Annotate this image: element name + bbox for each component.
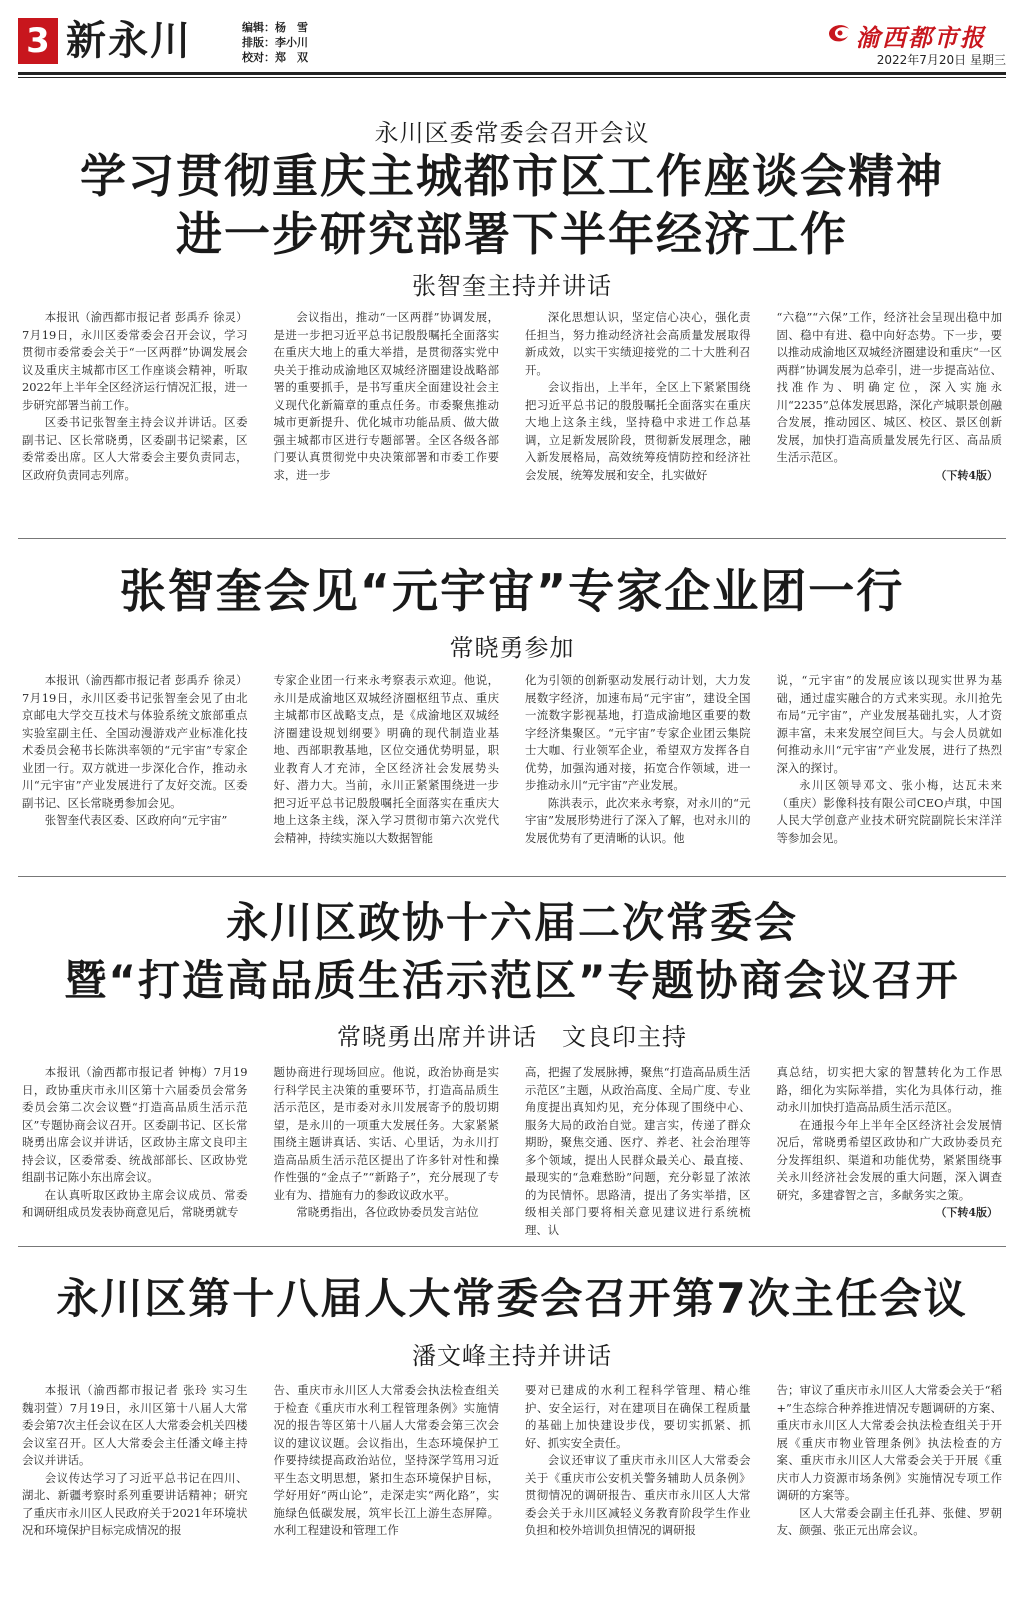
paragraph: 要对已建成的水利工程科学管理、精心维护、安全运行，对在建项目在确保工程质量的基础上加快建设步伐，要切实抓紧、抓好、抓实安全责任。 — [525, 1383, 751, 1450]
paragraph: 专家企业团一行来永考察表示欢迎。他说，永川是成渝地区双城经济圈枢纽节点、重庆主城都市区战略支点，是《成渝地区双城经济圈建设规划纲要》明确的现代制造业基地、西部职教基地，区位交通优势明显，职业教育人才充沛，全区经济社会发展势头好、潜力大。当前，永川正紧紧围绕进一步把习近平总书记殷殷嘱托全面落实在重庆大地上这条主线，深入学习贯彻市第六次党代会精神，持续实施以大数据智能 — [273, 673, 499, 845]
paragraph: 深化思想认识，坚定信心决心，强化责任担当，努力推动经济社会高质量发展取得新成效，以实干实绩迎接党的二十大胜利召开。 — [525, 310, 751, 377]
headline-line: 进一步研究部署下半年经济工作 — [176, 207, 848, 261]
issue-date: 2022年7月20日 星期三 — [876, 53, 1006, 67]
newspaper-logo — [826, 18, 1006, 52]
continued-note: （下转4版） — [935, 468, 998, 481]
paragraph: 张智奎代表区委、区政府向“元宇宙” — [44, 813, 228, 827]
section-divider — [18, 876, 1006, 877]
article-body — [18, 309, 1006, 481]
body-column — [274, 672, 500, 852]
editor-line: 编辑：杨 雪 — [242, 21, 308, 34]
body-column — [22, 1382, 248, 1578]
body-column — [777, 1382, 1003, 1578]
paragraph: 本报讯（渝西都市报记者 张玲 实习生 魏羽萱）7月19日，永川区第十八届人大常委会第7次主任会议在区人大常委会机关四楼会议室召开。区人大常委会主任潘文峰主持会议并讲话。 — [22, 1383, 248, 1467]
body-column — [22, 1064, 248, 1244]
paragraph: 在通报今年上半年全区经济社会发展情况后，常晓勇希望区政协和广大政协委员充分发挥组织、渠道和功能优势，紧紧围绕事关永川经济社会发展的重大问题，深入调查研究，多建睿智之言，多献务实之策。 — [776, 1117, 1002, 1202]
proofreader-line: 校对：郑 双 — [242, 51, 308, 64]
paragraph: 告、重庆市永川区人大常委会执法检查组关于检查《重庆市水利工程管理条例》实施情况的报告等区第十八届人大常委会第三次会议的建议议题。会议指出，生态环境保护工作要持续提高政治站位，坚持深学笃用习近平生态文明思想，紧扣生态环境保护目标，学好用好“两山论”，走深走实“两化路”，实施绿色低碳发展，筑牢长江上游生态屏障。水利工程建设和管理工作 — [273, 1383, 499, 1537]
article-body — [18, 1382, 1006, 1578]
paragraph: 本报讯（渝西都市报记者 钟梅）7月19日，政协重庆市永川区第十六届委员会常务委员会第二次会议暨“打造高品质生活示范区”专题协商会议召开。区委副书记、区长常晓勇出席会议并讲话，区政协主席文良印主持会议，区委常委、统战部部长、区政协党组副书记陈小东出席会议。 — [22, 1065, 248, 1184]
paragraph: 常晓勇指出，各位政协委员发言站位 — [296, 1205, 479, 1219]
page-number: 3 — [18, 18, 58, 64]
paragraph: 真总结，切实把大家的智慧转化为工作思路，细化为实际举措，实化为具体行动，推动永川加快打造高品质生活示范区。 — [776, 1065, 1002, 1114]
paragraph: 题协商进行现场回应。他说，政治协商是实行科学民主决策的重要环节，打造高品质生活示范区，是市委对永川发展寄予的殷切期望，是永川的一项重大发展任务。大家紧紧围绕主题讲真话、实话、心里话，为永川打造高品质生活示范区提出了许多针对性和操作性强的“金点子”“新路子”，充分展现了专业有为、措施有力的参政议政水平。 — [273, 1065, 499, 1202]
paragraph: 会议指出，上半年，全区上下紧紧围绕把习近平总书记的殷殷嘱托全面落实在重庆大地上这条主线，坚持稳中求进工作总基调，立足新发展阶段，贯彻新发展理念，融入新发展格局，高效统筹疫情防控和经济社会发展，统筹发展和安全，扎实做好 — [525, 380, 751, 481]
body-column — [22, 672, 248, 852]
article-subhead: 张智奎主持并讲话 — [412, 272, 612, 300]
paragraph: 永川区领导邓文、张小梅，达瓦未来（重庆）影像科技有限公司CEO卢琪，中国人民大学创意产业技术研究院副院长宋洋洋等参加会见。 — [776, 778, 1002, 845]
body-column — [274, 309, 500, 481]
paragraph: 本报讯（渝西都市报记者 彭禹乔 徐灵）7月19日，永川区委书记张智奎会见了由北京邮电大学交互技术与体验系统文旅部重点实验室副主任、全国动漫游戏产业标准化技术委员会秘书长陈洪率领的“元宇宙”专家企业团一行。双方就进一步深化合作，推动永川“元宇宙”产业发展进行了友好交流。区委副书记、区长常晓勇参加会见。 — [22, 673, 248, 810]
article-body — [18, 672, 1006, 852]
body-column — [777, 309, 1003, 481]
body-column — [525, 1382, 751, 1578]
article-headline — [18, 147, 1006, 263]
paragraph: 区人大常委会副主任孔莽、张健、罗朝友、颜强、张正元出席会议。 — [776, 1505, 1002, 1537]
body-column — [777, 1064, 1003, 1244]
logo-text: 渝西都市报 — [856, 23, 986, 52]
paragraph: 会议还审议了重庆市永川区人大常委会关于《重庆市公安机关警务辅助人员条例》贯彻情况的调研报告、重庆市永川区人大常委会关于永川区减轻义务教育阶段学生作业负担和校外培训负担情况的调研报 — [525, 1453, 751, 1537]
masthead-rule — [18, 72, 1006, 75]
article-headline — [18, 1268, 1006, 1330]
body-column — [525, 309, 751, 481]
article-cppcc-meeting — [18, 894, 1006, 1244]
paragraph: 告；审议了重庆市永川区人大常委会关于“稻+”生态综合种养推进情况专题调研的方案、重庆市永川区人大常委会执法检查组关于开展《重庆市物业管理条例》执法检查的方案、重庆市永川区人大常委会关于开展《重庆市人力资源市场条例》实施情况专项工作调研的方案等。 — [776, 1383, 1002, 1502]
paragraph: 会议传达学习了习近平总书记在四川、湖北、新疆考察时系列重要讲话精神；研究了重庆市永川区人民政府关于2021年环境状况和环境保护目标完成情况的报 — [22, 1470, 248, 1537]
paragraph: 区委书记张智奎主持会议并讲话。区委副书记、区长常晓勇，区委副书记梁素，区委常委出席。区人大常委会主要负责同志，区政府负责同志列席。 — [22, 415, 248, 481]
paragraph: 说，“元宇宙”的发展应该以现实世界为基础，通过虚实融合的方式来实现。永川抢先布局“元宇宙”，产业发展基础扎实，人才资源丰富，未来发展空间巨大。与会人员就如何推动永川“元宇宙”产业发展，进行了热烈深入的探讨。 — [776, 673, 1002, 775]
body-column — [274, 1382, 500, 1578]
continued-note: （下转4版） — [935, 1206, 998, 1219]
article-body — [18, 1064, 1006, 1244]
article-headline — [18, 558, 1006, 624]
paragraph: 化为引领的创新驱动发展行动计划，大力发展数字经济，加速布局“元宇宙”，建设全国一流数字影视基地，打造成渝地区重要的数字经济集聚区。“元宇宙”专家企业团云集院士大咖、行业领军企业，希望双方发挥各自优势，加强沟通对接，拓宽合作领域，进一步推动永川“元宇宙”产业发展。 — [525, 673, 751, 792]
section-title: 新永川 — [66, 17, 192, 64]
headline-line: 永川区第十八届人大常委会召开第7次主任会议 — [56, 1274, 968, 1323]
article-headline — [18, 894, 1006, 1010]
body-column — [777, 672, 1003, 852]
masthead — [18, 14, 1006, 72]
section-divider — [18, 1246, 1006, 1247]
article-standing-committee — [18, 113, 1006, 481]
section-divider — [18, 538, 1006, 539]
body-column — [525, 672, 751, 852]
paragraph: 在认真听取区政协主席会议成员、常委和调研组成员发表协商意见后，常晓勇就专 — [22, 1187, 248, 1219]
paragraph: 会议指出，推动“一区两群”协调发展，是进一步把习近平总书记殷殷嘱托全面落实在重庆大地上的重大举措，是贯彻落实党中央关于推动成渝地区双城经济圈建设战略部署的重要抓手，是书写重庆全面建设社会主义现代化新篇章的重点任务。市委聚焦推动城市更新提升、优化城市功能品质、做大做强主城都市区进行专题部署。全区各级各部门要认真贯彻党中央决策部署和市委工作要求，进一步 — [273, 310, 499, 481]
layout-line: 排版：李小川 — [242, 36, 308, 49]
body-column — [525, 1064, 751, 1244]
editor-credits — [242, 20, 308, 65]
body-column — [22, 309, 248, 481]
headline-line: 永川区政协十六届二次常委会 — [225, 898, 798, 947]
paragraph: “六稳”“六保”工作，经济社会呈现出稳中加固、稳中有进、稳中向好态势。下一步，要以推动成渝地区双城经济圈建设和重庆“一区两群”协调发展为总牵引，进一步提高站位、找准作为、明确定位，深入实施永川“2235”总体发展思路，深化产城职景创融合发展，推动园区、城区、校区、景区创新发展，加快打造高质量发展先行区、高品质生活示范区。 — [776, 310, 1002, 464]
headline-line: 张智奎会见“元宇宙”专家企业团一行 — [119, 564, 905, 618]
headline-line: 暨“打造高品质生活示范区”专题协商会议召开 — [64, 956, 960, 1005]
paragraph: 陈洪表示，此次来永考察，对永川的“元宇宙”发展形势进行了深入了解，也对永川的发展优势有了更清晰的认识。他 — [525, 795, 751, 845]
article-kicker: 永川区委常委会召开会议 — [374, 119, 650, 147]
article-subhead: 常晓勇出席并讲话 文良印主持 — [337, 1023, 687, 1051]
masthead-rule-thin — [18, 77, 1006, 78]
headline-line: 学习贯彻重庆主城都市区工作座谈会精神 — [80, 149, 944, 203]
article-npc-meeting — [18, 1268, 1006, 1578]
paragraph: 本报讯（渝西都市报记者 彭禹乔 徐灵）7月19日，永川区委常委会召开会议，学习贯彻市委常委会关于“一区两群”协调发展会议及重庆主城都市区工作座谈会精神，听取2022年上半年全区经济运行情况汇报，进一步研究部署当前工作。 — [22, 310, 248, 412]
article-subhead: 潘文峰主持并讲话 — [412, 1342, 612, 1370]
logo-swirl-icon — [826, 20, 852, 46]
paragraph: 高，把握了发展脉搏，聚焦“打造高品质生活示范区”主题，从政治高度、全局广度、专业角度提出真知灼见，充分体现了围绕中心、服务大局的政治自觉。建言实，传递了群众期盼，聚焦交通、医疗、养老、社会治理等多个领域，提出人民群众最关心、最直接、最现实的“急难愁盼”问题，充分彰显了浓浓的为民情怀。思路清，提出了务实举措，区级相关部门要将相关意见建议进行系统梳理、认 — [525, 1065, 751, 1237]
article-metaverse-meeting — [18, 558, 1006, 852]
article-subhead: 常晓勇参加 — [449, 634, 575, 662]
body-column — [274, 1064, 500, 1244]
